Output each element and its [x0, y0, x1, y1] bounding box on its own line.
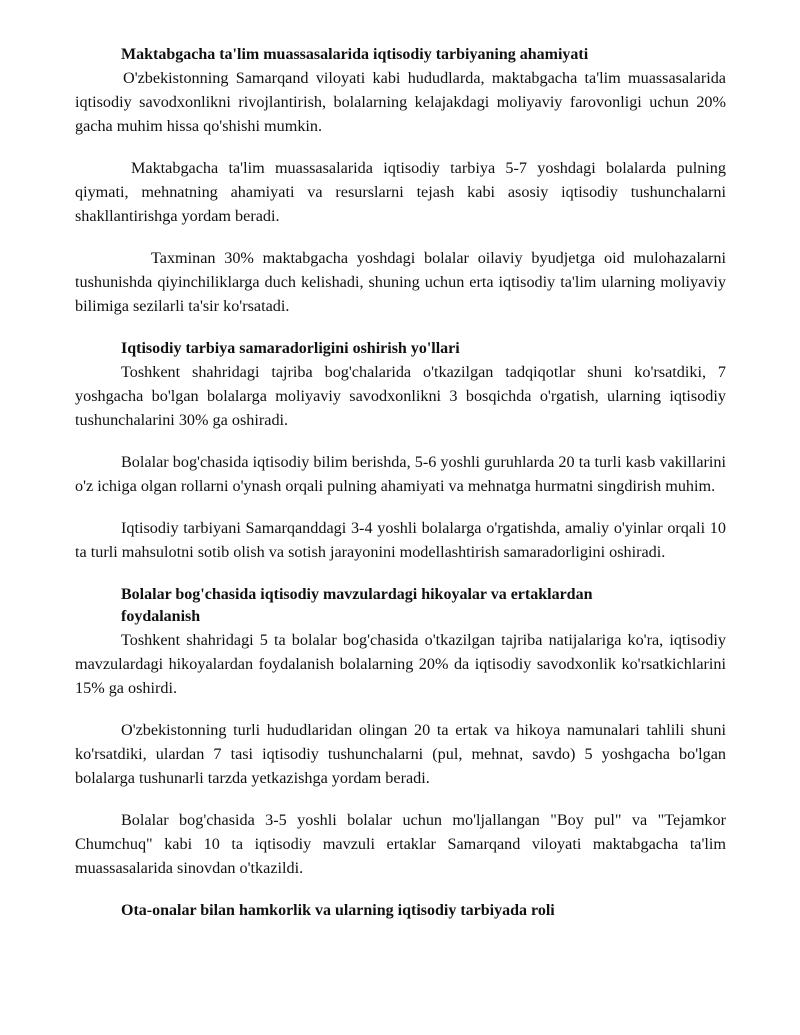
paragraph: Toshkent shahridagi tajriba bog'chalarida o'tkazilgan tadqiqotlar shuni ko'rsatdiki, 7 yoshgacha bo'lgan bolalarga moliyaviy savodxonlikni 3 bosqichda o'rgatish, ularning iqtisodiy tushunchalarini 30% ga oshiradi.: [75, 363, 726, 429]
paragraph: Iqtisodiy tarbiyani Samarqanddagi 3-4 yoshli bolalarga o'rgatishda, amaliy o'yinlar orqali 10 ta turli mahsulotni sotib olish va sotish jarayonini modellashtirish samaradorligini oshiradi.: [75, 519, 726, 561]
paragraph: Taxminan 30% maktabgacha yoshdagi bolalar oilaviy byudjetga oid mulohazalarni tushunishda qiyinchiliklarga duch kelishadi, shuning uchun erta iqtisodiy ta'lim ularning moliyaviy bilimiga sezilarli ta'sir ko'rsatadi.: [75, 249, 726, 315]
section-heading-effectiveness: Iqtisodiy tarbiya samaradorligini oshirish yo'llari: [121, 340, 460, 357]
section-heading-stories: Bolalar bog'chasida iqtisodiy mavzulardagi hikoyalar va ertaklardan foydalanish: [121, 586, 593, 625]
section-heading-importance: Maktabgacha ta'lim muassasalarida iqtisodiy tarbiyaning ahamiyati: [121, 46, 589, 63]
document-page: [75, 44, 726, 922]
paragraph: O'zbekistonning turli hududlaridan olingan 20 ta ertak va hikoya namunalari tahlili shuni ko'rsatdiki, ulardan 7 tasi iqtisodiy tushunchalarni (pul, mehnat, savdo) 5 yoshgacha bo'lgan bolalarga tushunarli tarzda yetkazishga yordam beradi.: [75, 721, 726, 787]
paragraph: Toshkent shahridagi 5 ta bolalar bog'chasida o'tkazilgan tajriba natijalariga ko'ra, iqtisodiy mavzulardagi hikoyalardan foydalanish bolalarning 20% da iqtisodiy savodxonlik ko'rsatkichlarini 15% ga oshirdi.: [75, 631, 726, 697]
section-heading-parents: Ota-onalar bilan hamkorlik va ularning iqtisodiy tarbiyada roli: [121, 902, 555, 919]
paragraph: O'zbekistonning Samarqand viloyati kabi hududlarda, maktabgacha ta'lim muassasalarida iqtisodiy savodxonlikni rivojlantirish, bolalarning kelajakdagi moliyaviy farovonligi uchun 20% gacha muhim hissa qo'shishi mumkin.: [75, 69, 726, 135]
paragraph: Bolalar bog'chasida iqtisodiy bilim berishda, 5-6 yoshli guruhlarda 20 ta turli kasb vakillarini o'z ichiga olgan rollarni o'ynash orqali pulning ahamiyati va mehnatga hurmatni singdirish muhim.: [75, 453, 726, 495]
paragraph: Maktabgacha ta'lim muassasalarida iqtisodiy tarbiya 5-7 yoshdagi bolalarda pulning qiymati, mehnatning ahamiyati va resurslarni tejash kabi asosiy iqtisodiy tushunchalarni shakllantirishga yordam beradi.: [75, 159, 726, 225]
paragraph: Bolalar bog'chasida 3-5 yoshli bolalar uchun mo'ljallangan "Boy pul" va "Tejamkor Chumchuq" kabi 10 ta iqtisodiy mavzuli ertaklar Samarqand viloyati maktabgacha ta'lim muassasalarida sinovdan o'tkazildi.: [75, 811, 726, 877]
